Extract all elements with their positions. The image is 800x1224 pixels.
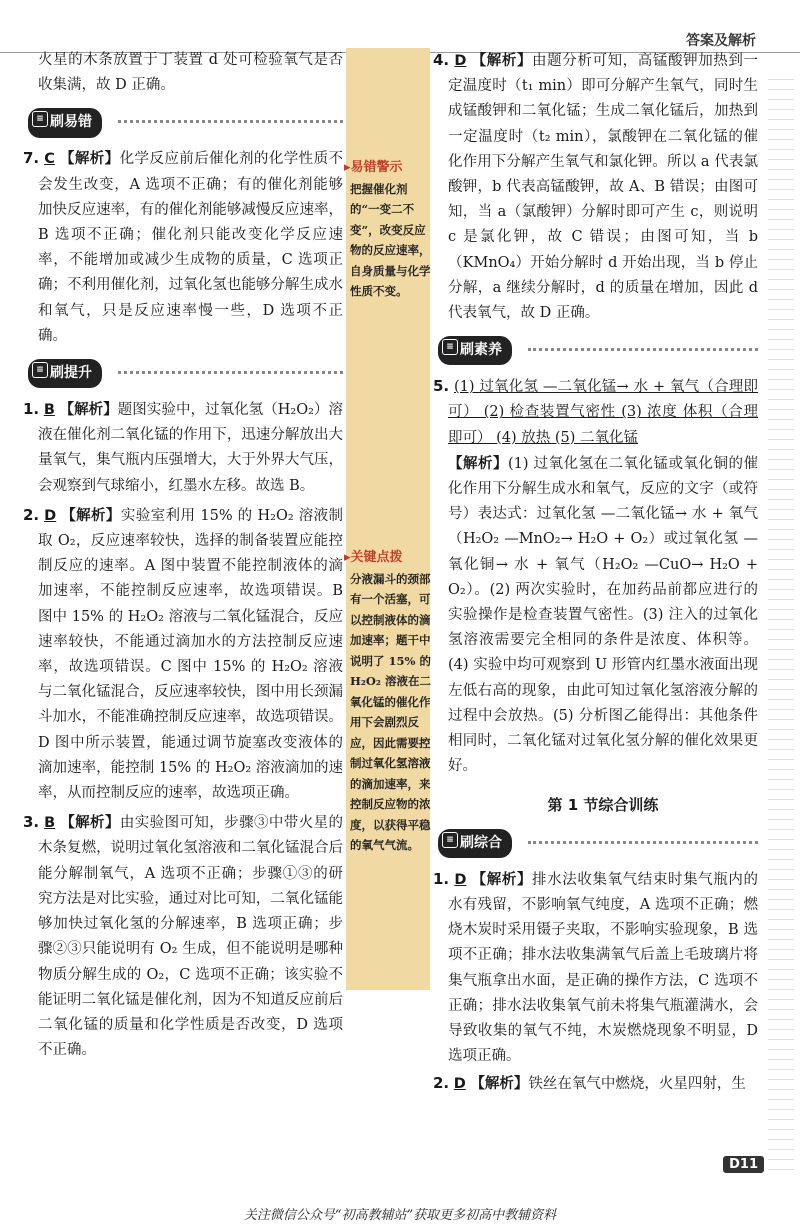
answer-letter: D [44, 507, 57, 524]
banner-improve [28, 359, 343, 389]
book-icon: ≡ [32, 111, 48, 127]
question-number: 2. [433, 1074, 450, 1093]
analysis-tag: 【解析】 [60, 814, 120, 832]
analysis-text: 铁丝在氧气中燃烧，火星四射，生 [528, 1076, 746, 1093]
question-number: 5. [433, 377, 450, 396]
analysis-tag: 【解析】 [471, 52, 533, 69]
answer-q5 [433, 374, 759, 451]
answer-q4 [433, 48, 759, 326]
answer-fill: (1) 过氧化氢 —二氧化锰→ 水 + 氧气（合理即可） (2) 检查装置气密性 (3) 浓度 体积（合理即可） (4) 放热 (5) 二氧化锰 [448, 379, 759, 446]
book-icon: ≡ [442, 339, 458, 355]
question-number: 7. [23, 149, 40, 168]
analysis-tag: 【解析】 [61, 506, 121, 524]
book-icon: ≡ [32, 362, 48, 378]
analysis-tag: 【解析】 [59, 150, 120, 168]
banner-easy-mistakes [28, 108, 343, 138]
banner-pill [28, 108, 102, 137]
left-column [23, 48, 344, 1063]
dotted-divider [118, 371, 343, 374]
analysis-text: 排水法收集氧气结束时集气瓶内的水有残留，不影响氧气纯度，A 选项不正确；燃烧木炭时采用镊子夹取，不影响实验现象，B 选项不正确；排水法收集满氧气后盖上毛玻璃片将集气瓶拿出水面，是正确的操作方法，C 选项不正确；排水法收集氧气前未将集气瓶灌满水，会导致收集的氧气不纯，木炭燃烧现象不明显，D 选项正确。 [448, 871, 759, 1065]
question-number: 4. [433, 51, 450, 69]
banner-label: 刷综合 [460, 834, 502, 851]
dotted-divider [118, 120, 343, 123]
answer-letter: B [44, 815, 56, 832]
dotted-divider [528, 348, 758, 351]
question-number: 1. [23, 400, 40, 419]
analysis-text: 实验室利用 15% 的 H₂O₂ 溶液制取 O₂，反应速率较快，选择的制备装置应能控制反应的速率。A 图中装置不能控制液体的滴加速率，不能控制反应速率，故选项错误。B 图中 15% 的 H₂O₂ 溶液与二氧化锰混合，反应速率较快，不能通过滴加水的方法控制反应速率，故选项错误。C 图中 15% 的 H₂O₂ 溶液与二氧化锰混合，反应速率较快，图中用长颈漏斗加水，不能准确控制反应速率，故选项错误。D 图中所示装置，能通过调节旋塞改变液体的滴加速率，能控制 15% 的 H₂O₂ 溶液滴加的速率，从而控制反应的速率，故选项正确。 [38, 507, 344, 802]
question-number: 2. [23, 505, 40, 524]
book-icon: ≡ [442, 832, 458, 848]
banner-label: 刷提升 [50, 365, 92, 382]
question-number: 3. [23, 813, 40, 832]
answer-q2 [23, 503, 344, 806]
analysis-tag: 【解析】 [448, 454, 508, 472]
note-error-warning [344, 158, 432, 302]
analysis-text: 化学反应前后催化剂的化学性质不会发生改变，A 选项不正确；有的催化剂能够加快反应速率，有的催化剂能够减慢反应速率，B 选项不正确；催化剂只能改变化学反应速率，不能增加或减少生成物的质量，C 选项正确；不利用催化剂，过氧化氢也能够分解生成水和氧气，只是反应速率慢一些，D 选项不正确。 [38, 151, 344, 344]
note-key-tip [344, 548, 432, 856]
right-column [433, 48, 759, 1098]
answer-q3 [23, 810, 344, 1063]
answer-letter: D [454, 53, 467, 69]
analysis-text: 由题分析可知，高锰酸钾加热到一定温度时（t₁ min）即可分解产生氧气，同时生成锰酸钾和二氧化锰；生成二氧化锰后，加热到一定温度时（t₂ min），氯酸钾在二氧化锰的催化作用下分解产生氧气和氯化钾。所以 a 代表氯酸钾，b 代表高锰酸钾，故 A、B 错误；由图可知，当 a（氯酸钾）分解时即可产生 c，则说明 c 是氯化钾，故 C 错误；由图可知，当 b（KMnO₄）开始分解时 d 开始出现，当 b 停止分解，a 继续分解时，d 的质量在增加，因此 d 代表氧气，故 D 正确。 [448, 53, 759, 322]
analysis-q5 [448, 451, 758, 780]
banner-pill [438, 336, 512, 365]
analysis-tag: 【解析】 [470, 1075, 529, 1093]
intro-text: 火星的木条放置于丁装置 d 处可检验氧气是否收集满，故 D 正确。 [38, 52, 343, 94]
answer-letter: D [453, 1076, 466, 1093]
analysis-text: (1) 过氧化氢在二氧化锰或氧化铜的催化作用下分解生成水和氧气，反应的文字（或符号）表达式：过氧化氢 —二氧化锰→ 水 + 氧气（H₂O₂ —MnO₂→ H₂O + O₂）或过氧化氢 —氧化铜→ 水 + 氧气（H₂O₂ —CuO→ H₂O + O₂）。(2) 两次实验时，在加药品前都应进行的实验操作是检查装置气密性。(3) 注入的过氧化氢溶液需要完全相同的条件是浓度、体积等。(4) 实验中均可观察到 U 形管内红墨水液面出现左低右高的现象，由此可知过氧化氢溶液分解的过程中会放热。(5) 分析图乙能得出：其他条件相同时，二氧化锰对过氧化氢分解的催化效果更好。 [448, 455, 758, 775]
analysis-tag: 【解析】 [59, 401, 118, 419]
question-number: 1. [433, 869, 450, 888]
answer-letter: C [44, 151, 55, 168]
analysis-text: 由实验图可知，步骤③中带火星的木条复燃，说明过氧化氢溶液和二氧化锰混合后能分解制氧气，A 选项不正确；步骤①③的研究方法是对比实验，通过对比可知，二氧化锰能够加快过氧化氢的分解速率，B 选项正确；步骤②③只能说明有 O₂ 生成，但不能说明是哪种物质分解生成的 O₂，C 选项不正确；该实验不能证明二氧化锰是催化剂，因为不知道反应前后二氧化锰的质量和化学性质是否改变，D 选项不正确。 [38, 815, 344, 1059]
note-title: ▸关键点拨 [344, 550, 403, 565]
section-title: 第 1 节综合训练 [547, 796, 659, 815]
answer-q7 [23, 146, 344, 349]
answer-letter: B [43, 402, 55, 419]
footer-note: 关注微信公众号“初高教辅站”获取更多初高中教辅资料 [243, 1208, 557, 1223]
answer-s2 [433, 1071, 758, 1097]
answer-q1 [23, 397, 344, 499]
banner-pill [438, 829, 512, 858]
page-edge-decoration [768, 70, 794, 1170]
banner-pill [28, 359, 102, 388]
banner-label: 刷易错 [50, 114, 92, 131]
answer-s1 [433, 867, 759, 1070]
analysis-text: 题图实验中，过氧化氢（H₂O₂）溶液在催化剂二氧化锰的作用下，迅速分解放出大量氧气，集气瓶内压强增大，大于外界大气压，会观察到气球缩小，红墨水左移。故选 B。 [38, 402, 344, 494]
answer-letter: D [454, 871, 467, 888]
note-text: 把握催化剂的“一变二不变”，改变反应物的反应速率，自身质量与化学性质不变。 [350, 181, 431, 298]
dotted-divider [528, 841, 758, 844]
banner-label: 刷素养 [460, 342, 502, 359]
banner-literacy [438, 336, 758, 366]
note-text: 分液漏斗的颈部有一个活塞，可以控制液体的滴加速率；题干中说明了 15% 的 H₂O₂ 溶液在二氧化锰的催化作用下会剧烈反应，因此需要控制过氧化氢溶液的滴加速率，来控制反应物的浓度，以获得平稳的氧气气流。 [350, 571, 431, 852]
note-title: ▸易错警示 [344, 160, 403, 175]
analysis-tag: 【解析】 [471, 870, 533, 888]
page-number: D11 [723, 1156, 764, 1173]
header-section-label: 答案及解析 [686, 33, 756, 49]
banner-comprehensive [438, 829, 758, 859]
